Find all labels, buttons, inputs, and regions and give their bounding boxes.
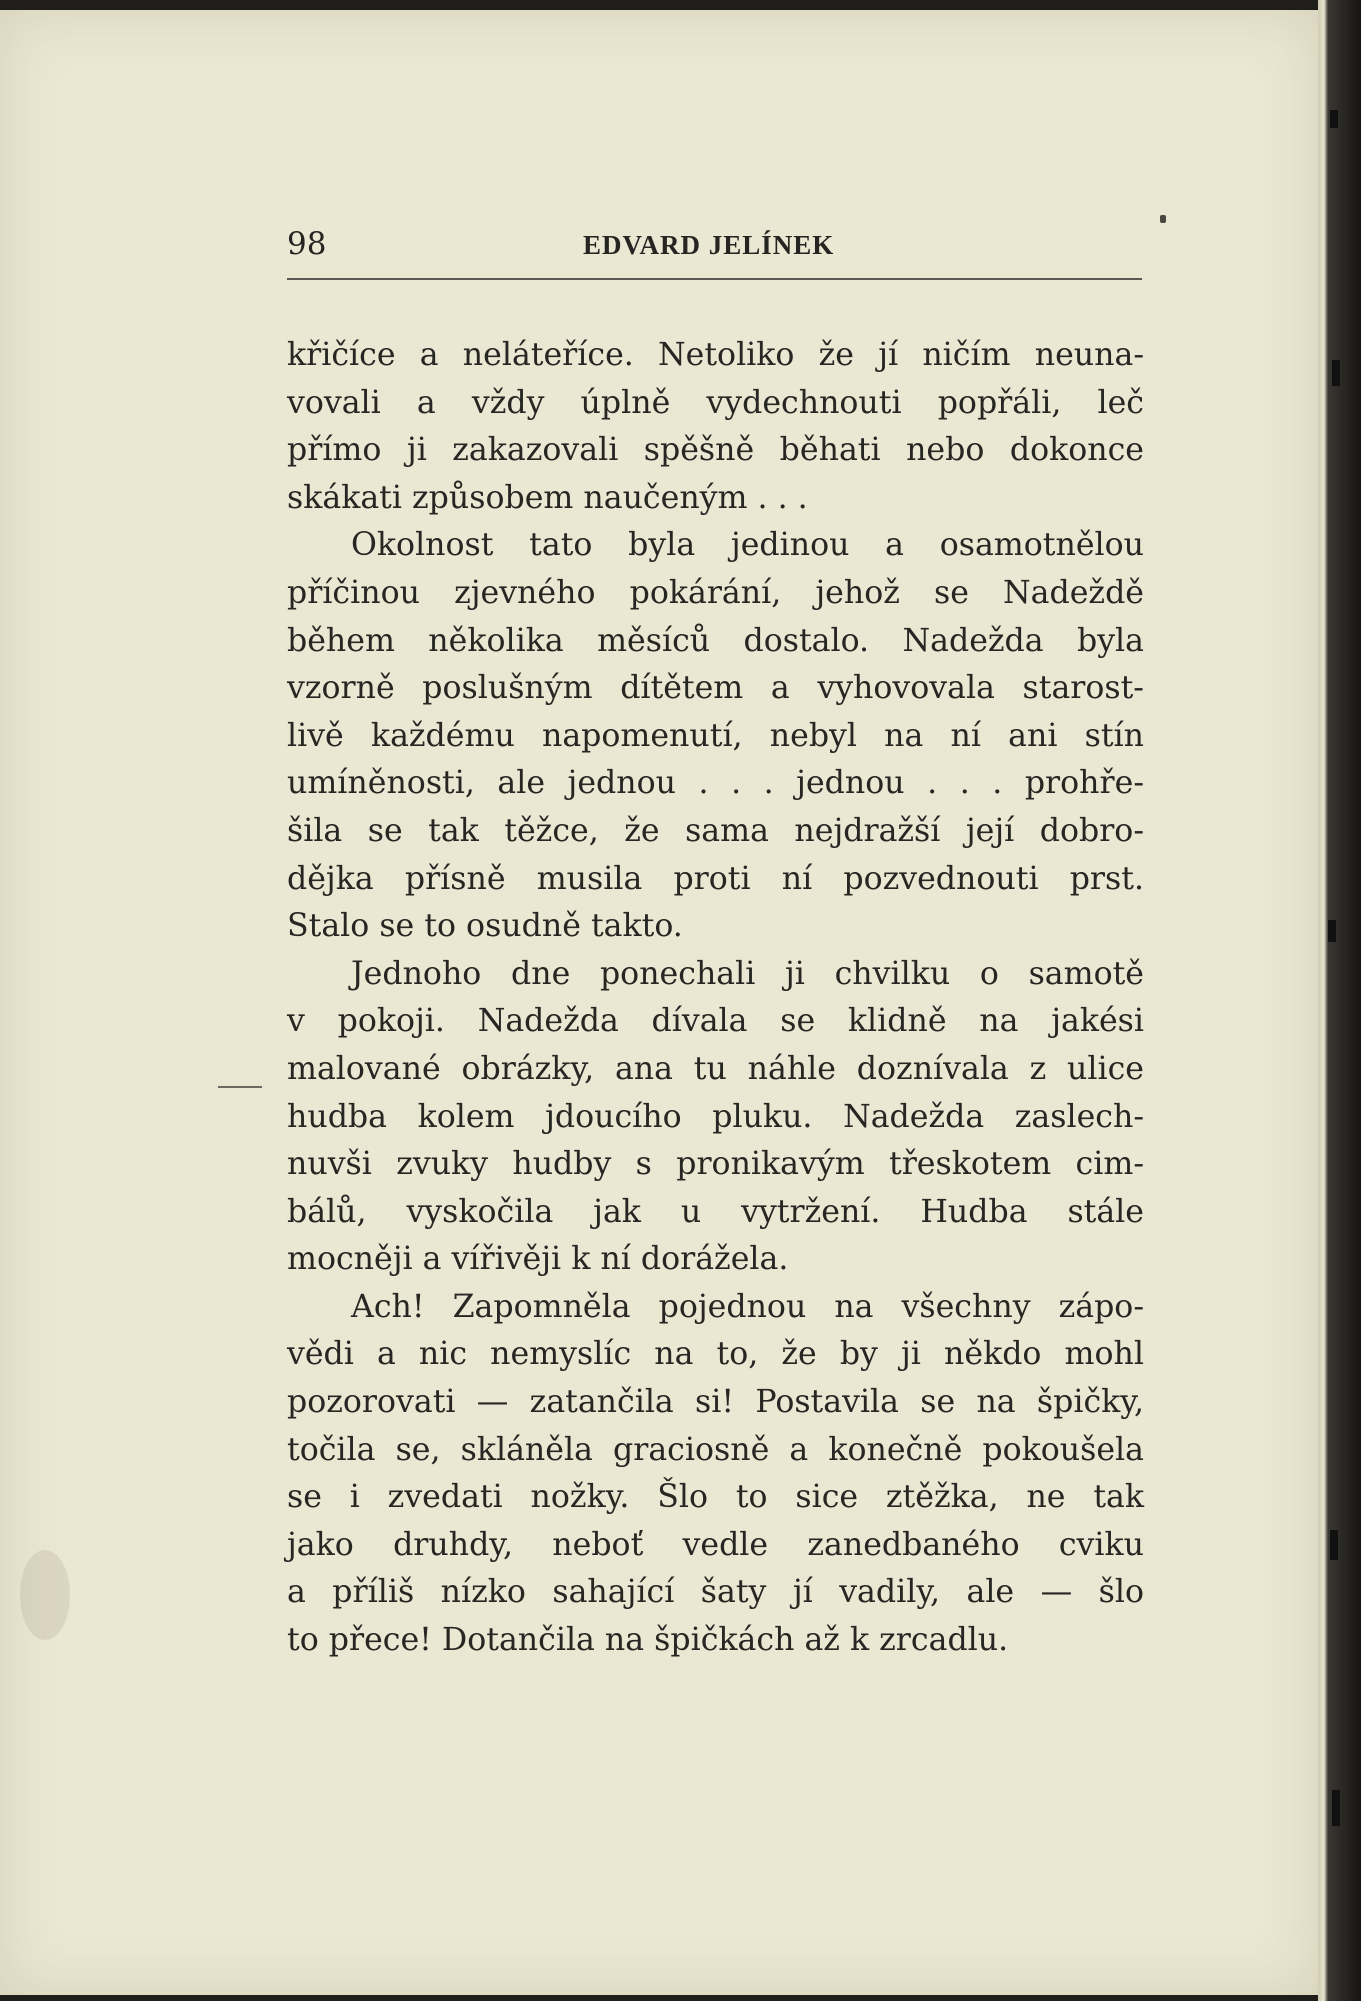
page-number: 98 (287, 226, 327, 262)
page-edge (1318, 0, 1361, 2001)
text-line: jako druhdy, neboť vedle zanedbaného cviku (287, 1526, 1144, 1563)
ink-dot (1160, 215, 1166, 223)
text-line: točila se, skláněla graciosně a konečně pokoušela (287, 1431, 1144, 1468)
text-line: skákati způsobem naučeným . . . (287, 479, 808, 516)
text-line: šila se tak těžce, že sama nejdražší její dobro- (287, 812, 1144, 849)
text-line: se i zvedati nožky. Šlo to sice ztěžka, ne tak (287, 1479, 1144, 1516)
paragraph (287, 522, 1144, 950)
text-line: Jednoho dne ponechali ji chvilku o samotě (351, 955, 1144, 992)
text-line: Ach! Zapomněla pojednou na všechny zápo- (351, 1288, 1144, 1325)
text-line: Stalo se to osudně takto. (287, 908, 683, 945)
edge-speck (1332, 1790, 1340, 1826)
text-line: Okolnost tato byla jedinou a osamotnělou (351, 527, 1144, 564)
text-line: vzorně poslušným dítětem a vyhovovala starost- (287, 670, 1144, 707)
edge-speck (1332, 360, 1340, 386)
text-line: a příliš nízko sahající šaty jí vadily, ale — šlo (287, 1574, 1144, 1611)
text-line: přímo ji zakazovali spěšně běhati nebo dokonce (287, 432, 1144, 469)
text-line: livě každému napomenutí, nebyl na ní ani stín (287, 717, 1144, 754)
body-text (287, 332, 1144, 1665)
page-header (287, 218, 1142, 278)
paragraph (287, 332, 1144, 522)
text-line: křičíce a neláteříce. Netoliko že jí ničím neuna- (287, 337, 1144, 373)
text-line: v pokoji. Nadežda dívala se klidně na jakési (287, 1003, 1144, 1040)
edge-speck (1330, 1530, 1338, 1560)
header-rule (287, 278, 1142, 280)
edge-speck (1328, 920, 1336, 942)
text-line: dějka přísně musila proti ní pozvednouti prst. (287, 860, 1144, 897)
text-line: vovali a vždy úplně vydechnouti popřáli, leč (287, 384, 1144, 421)
text-line: vědi a nic nemyslíc na to, že by ji někdo mohl (287, 1336, 1144, 1373)
text-line: umíněnosti, ale jednou . . . jednou . . . prohře- (287, 765, 1144, 802)
text-line: nuvši zvuky hudby s pronikavým třeskotem cim- (287, 1146, 1144, 1183)
text-line: malované obrázky, ana tu náhle doznívala z ulice (287, 1050, 1144, 1087)
text-line: mocněji a vířivěji k ní dorážela. (287, 1241, 789, 1278)
text-line: příčinou zjevného pokárání, jehož se Nadeždě (287, 574, 1144, 611)
paragraph (287, 951, 1144, 1284)
margin-pencil-mark (218, 1086, 262, 1088)
text-line: pozorovati — zatančila si! Postavila se na špičky, (287, 1384, 1144, 1421)
paragraph (287, 1284, 1144, 1665)
running-head: EDVARD JELÍNEK (583, 230, 835, 260)
text-line: hudba kolem jdoucího pluku. Nadežda zaslech- (287, 1098, 1144, 1135)
paper-smudge (20, 1550, 70, 1640)
text-line: během několika měsíců dostalo. Nadežda byla (287, 622, 1144, 659)
edge-speck (1330, 110, 1338, 128)
text-line: bálů, vyskočila jak u vytržení. Hudba stále (287, 1193, 1144, 1230)
text-line: to přece! Dotančila na špičkách až k zrcadlu. (287, 1622, 1009, 1659)
